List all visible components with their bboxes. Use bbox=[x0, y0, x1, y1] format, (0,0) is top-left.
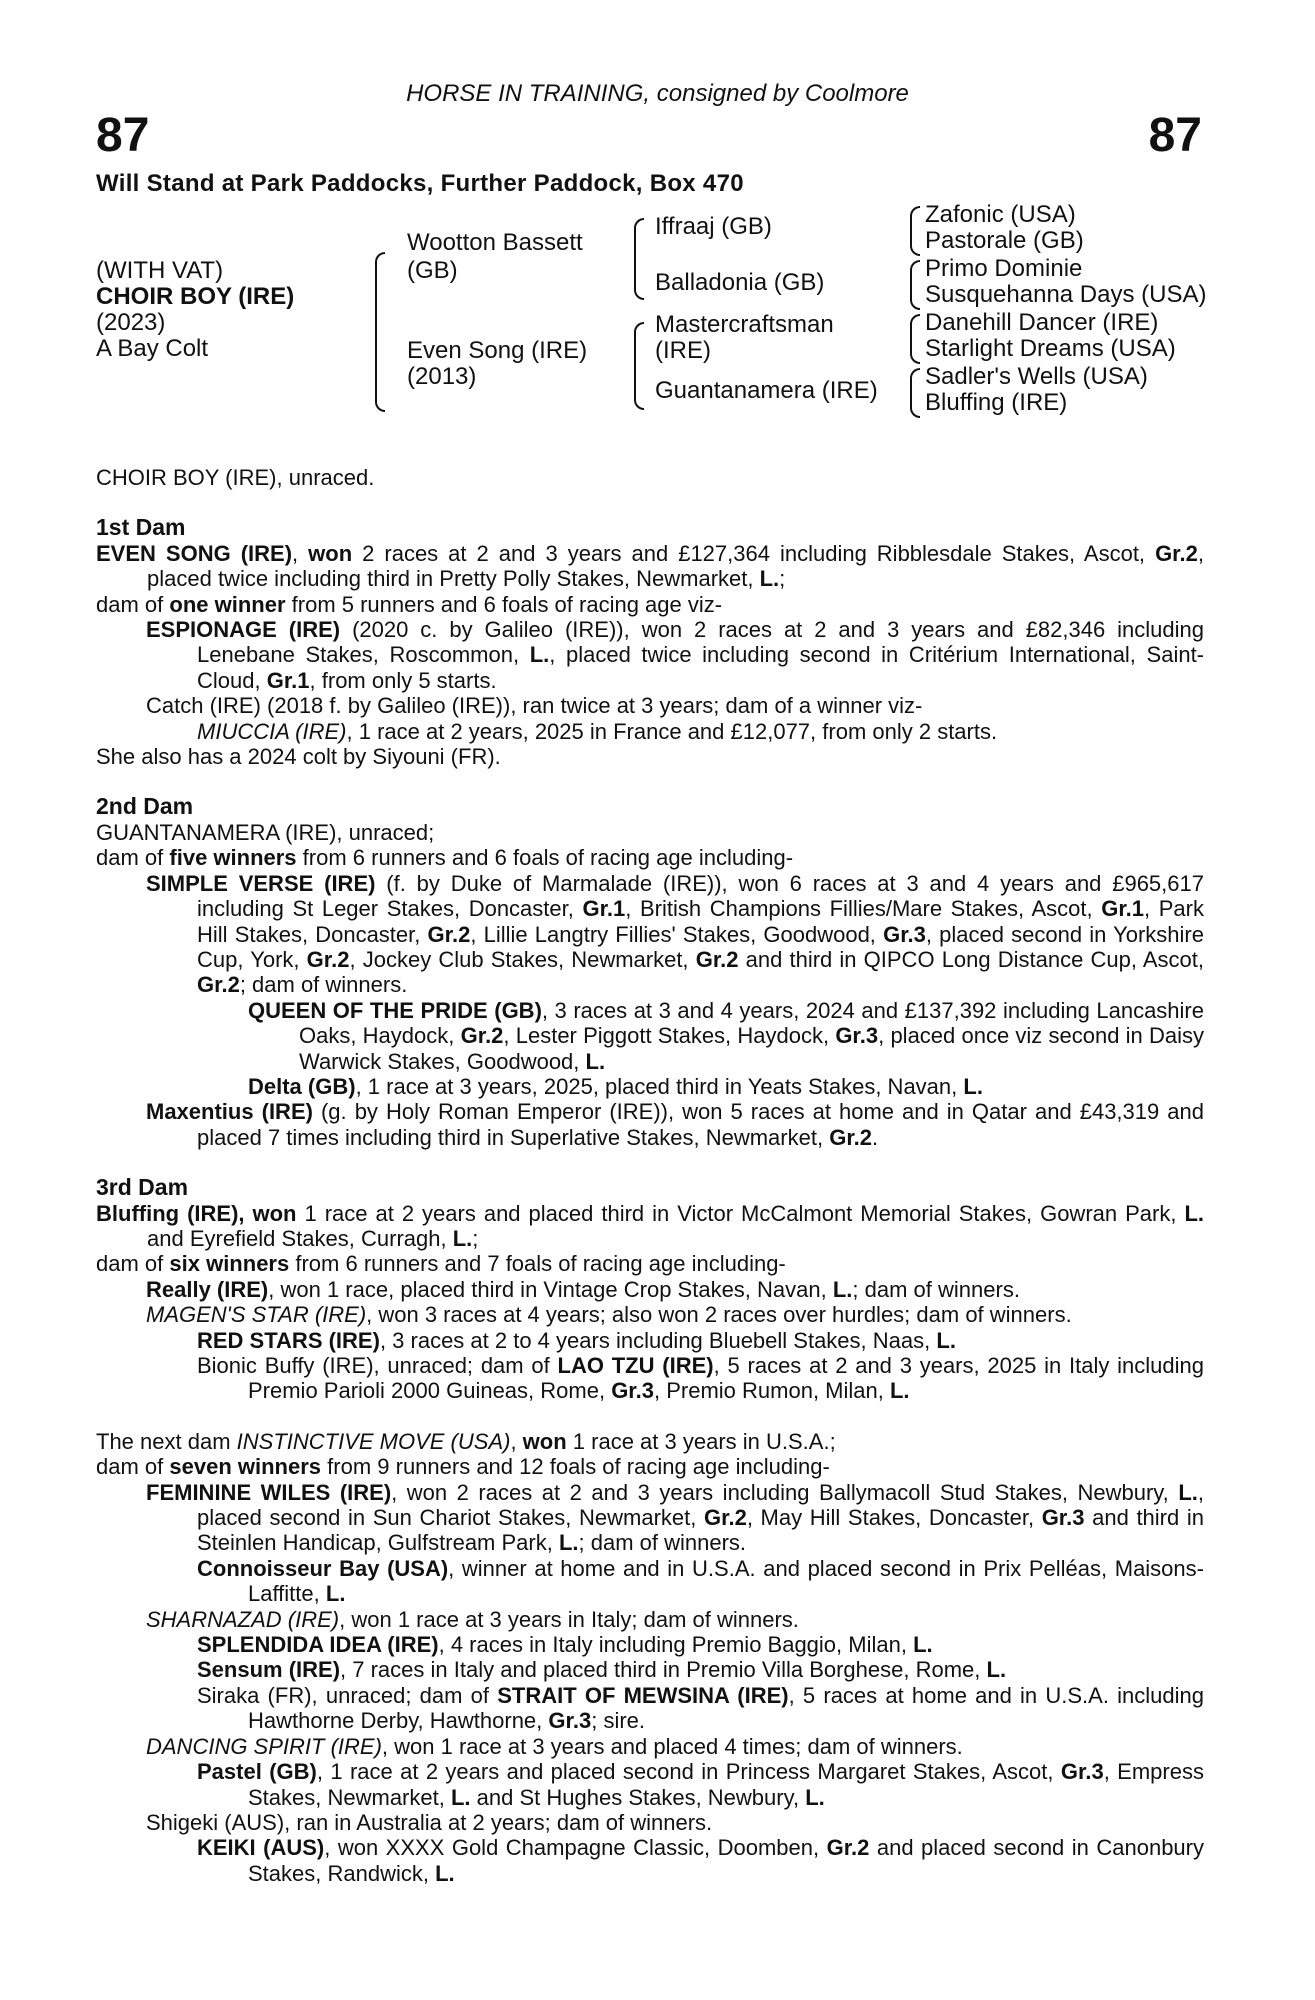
catalogue-body bbox=[96, 465, 1204, 1886]
brace-dam bbox=[634, 322, 644, 410]
dam1-produce-line: dam of one winner from 5 runners and 6 foals of racing age viz- bbox=[96, 591, 723, 617]
ped-ssd: Pastorale (GB) bbox=[925, 227, 1084, 254]
lot-number-left: 87 bbox=[96, 109, 150, 162]
brace-sd bbox=[910, 260, 920, 310]
dam-sire-country: (IRE) bbox=[655, 337, 711, 364]
dam1-record: EVEN SONG (IRE), won 2 races at 2 and 3 years and £127,364 including Ribblesdale Stakes, Ascot, Gr.2, placed twice including third in Pretty Polly Stakes, Newmarket, L.; bbox=[96, 540, 1204, 592]
dam2-name: GUANTANAMERA (IRE), unraced; bbox=[96, 819, 435, 845]
sire-dam: Balladonia (GB) bbox=[655, 269, 825, 296]
produce-delta: Delta (GB), 1 race at 3 years, 2025, placed third in Yeats Stakes, Navan, L. bbox=[248, 1073, 983, 1099]
produce-dancing-spirit: DANCING SPIRIT (IRE), won 1 race at 3 years and placed 4 times; dam of winners. bbox=[146, 1733, 963, 1759]
brace-sire bbox=[634, 218, 644, 300]
horse-year: (2023) bbox=[96, 309, 166, 336]
ped-dds: Sadler's Wells (USA) bbox=[925, 363, 1148, 390]
dam3-produce-line: dam of six winners from 6 runners and 7 foals of racing age including- bbox=[96, 1251, 786, 1277]
brace-dd bbox=[910, 368, 920, 418]
stand-location: Will Stand at Park Paddocks, Further Paddock, Box 470 bbox=[96, 170, 744, 197]
produce-sensum: Sensum (IRE), 7 races in Italy and placed third in Premio Villa Borghese, Rome, L. bbox=[197, 1657, 1007, 1683]
horse-name: CHOIR BOY (IRE) bbox=[96, 283, 295, 310]
brace-main bbox=[375, 252, 385, 412]
produce-simple-verse: SIMPLE VERSE (IRE) (f. by Duke of Marmalade (IRE)), won 6 races at 3 and 4 years and £965,617 including St Leger Stakes, Doncaster, Gr.1, British Champions Fillies/Mare Stakes, Ascot, Gr.1, Park Hill Stakes, Doncaster, Gr.2, Lillie Langtry Fillies' Stakes, Goodwood, Gr.3, placed second in Yorkshire Cup, York, Gr.2, Jockey Club Stakes, Newmarket, Gr.2 and third in QIPCO Long Distance Cup, Ascot, Gr.2; dam of winners. bbox=[146, 870, 1204, 998]
produce-connoisseur-bay: Connoisseur Bay (USA), winner at home and in U.S.A. and placed second in Prix Pelléas, Maisons-Laffitte, L. bbox=[197, 1555, 1204, 1607]
sire-sire: Iffraaj (GB) bbox=[655, 213, 772, 240]
produce-magens-star: MAGEN'S STAR (IRE), won 3 races at 4 years; also won 2 races over hurdles; dam of winners. bbox=[146, 1302, 1072, 1328]
intro-line: CHOIR BOY (IRE), unraced. bbox=[96, 465, 375, 490]
brace-ds bbox=[910, 314, 920, 364]
horse-description: A Bay Colt bbox=[96, 335, 209, 362]
produce-red-stars: RED STARS (IRE), 3 races at 2 to 4 years including Bluebell Stakes, Naas, L. bbox=[197, 1327, 956, 1353]
produce-miuccia: MIUCCIA (IRE), 1 race at 2 years, 2025 in France and £12,077, from only 2 starts. bbox=[197, 718, 998, 744]
produce-splendida-idea: SPLENDIDA IDEA (IRE), 4 races in Italy including Premio Baggio, Milan, L. bbox=[197, 1632, 933, 1658]
brace-ss bbox=[910, 206, 920, 256]
espionage-name: ESPIONAGE (IRE) bbox=[146, 617, 341, 643]
dam-sire: Mastercraftsman bbox=[655, 311, 834, 338]
sire-country: (GB) bbox=[407, 257, 458, 284]
dam2-produce-line: dam of five winners from 6 runners and 6 foals of racing age including- bbox=[96, 845, 794, 871]
ped-dss: Danehill Dancer (IRE) bbox=[925, 309, 1159, 336]
ped-ddd: Bluffing (IRE) bbox=[925, 389, 1068, 416]
dam-name: Even Song (IRE) bbox=[407, 337, 588, 364]
page-title: HORSE IN TRAINING, consigned by Coolmore bbox=[406, 80, 909, 107]
produce-espionage: ESPIONAGE (IRE) (2020 c. by Galileo (IRE)), won 2 races at 2 and 3 years and £82,346 including Lenebane Stakes, Roscommon, L., placed twice including second in Critérium International, Saint-Cloud, Gr.1, from only 5 starts. bbox=[146, 617, 1205, 693]
produce-really: Really (IRE), won 1 race, placed third in Vintage Crop Stakes, Navan, L.; dam of winners. bbox=[146, 1276, 1020, 1302]
nextdam-produce-line: dam of seven winners from 9 runners and 12 foals of racing age including- bbox=[96, 1454, 830, 1480]
produce-pastel: Pastel (GB), 1 race at 2 years and placed second in Princess Margaret Stakes, Ascot, Gr.3, Empress Stakes, Newmarket, L. and St Hughes Stakes, Newbury, L. bbox=[197, 1759, 1204, 1810]
produce-queen-of-the-pride: QUEEN OF THE PRIDE (GB), 3 races at 3 and 4 years, 2024 and £137,392 including Lancashire Oaks, Haydock, Gr.2, Lester Piggott Stakes, Haydock, Gr.3, placed once viz second in Daisy Warwick Stakes, Goodwood, L. bbox=[248, 997, 1204, 1074]
produce-feminine-wiles: FEMININE WILES (IRE), won 2 races at 2 and 3 years including Ballymacoll Stud Stakes, Newbury, L., placed second in Sun Chariot Stakes, Newmarket, Gr.2, May Hill Stakes, Doncaster, Gr.3 and third in Steinlen Handicap, Gulfstream Park, L.; dam of winners. bbox=[146, 1479, 1205, 1556]
dam-dam: Guantanamera (IRE) bbox=[655, 377, 878, 404]
produce-catch: Catch (IRE) (2018 f. by Galileo (IRE)), ran twice at 3 years; dam of a winner viz- bbox=[146, 693, 923, 719]
produce-bionic-buffy: Bionic Buffy (IRE), unraced; dam of LAO TZU (IRE), 5 races at 2 and 3 years, 2025 in Italy including Premio Parioli 2000 Guineas, Rome, Gr.3, Premio Rumon, Milan, L. bbox=[197, 1353, 1204, 1404]
dam1-also: She also has a 2024 colt by Siyouni (FR). bbox=[96, 744, 501, 770]
produce-keiki: KEIKI (AUS), won XXXX Gold Champagne Classic, Doomben, Gr.2 and placed second in Canonbury Stakes, Randwick, L. bbox=[197, 1835, 1204, 1886]
produce-sharnazad: SHARNAZAD (IRE), won 1 race at 3 years in Italy; dam of winners. bbox=[146, 1606, 799, 1632]
produce-shigeki: Shigeki (AUS), ran in Australia at 2 years; dam of winners. bbox=[146, 1809, 713, 1835]
produce-siraka: Siraka (FR), unraced; dam of STRAIT OF MEWSINA (IRE), 5 races at home and in U.S.A. including Hawthorne Derby, Hawthorne, Gr.3; sire. bbox=[197, 1682, 1204, 1734]
sire-name: Wootton Bassett bbox=[407, 229, 583, 256]
section-heading-1st-dam: 1st Dam bbox=[96, 514, 186, 541]
ped-dsd: Starlight Dreams (USA) bbox=[925, 335, 1176, 362]
ped-sss: Zafonic (USA) bbox=[925, 201, 1076, 228]
nextdam-record: The next dam INSTINCTIVE MOVE (USA), won 1 race at 3 years in U.S.A.; bbox=[96, 1428, 836, 1454]
dam-year: (2013) bbox=[407, 363, 477, 390]
dam3-record: Bluffing (IRE), won 1 race at 2 years and placed third in Victor McCalmont Memorial Stakes, Gowran Park, L. and Eyrefield Stakes, Curragh, L.; bbox=[96, 1200, 1205, 1251]
ped-sds: Primo Dominie bbox=[925, 255, 1083, 282]
produce-maxentius: Maxentius (IRE) (g. by Holy Roman Emperor (IRE)), won 5 races at home and in Qatar and £43,319 and placed 7 times including third in Superlative Stakes, Newmarket, Gr.2. bbox=[146, 1099, 1204, 1150]
ped-sdd: Susquehanna Days (USA) bbox=[925, 281, 1207, 308]
dam1-name: EVEN SONG (IRE) bbox=[96, 540, 293, 566]
section-heading-2nd-dam: 2nd Dam bbox=[96, 793, 194, 820]
lot-number-right: 87 bbox=[1148, 109, 1202, 162]
section-heading-3rd-dam: 3rd Dam bbox=[96, 1174, 189, 1201]
vat-label: (WITH VAT) bbox=[96, 257, 224, 284]
